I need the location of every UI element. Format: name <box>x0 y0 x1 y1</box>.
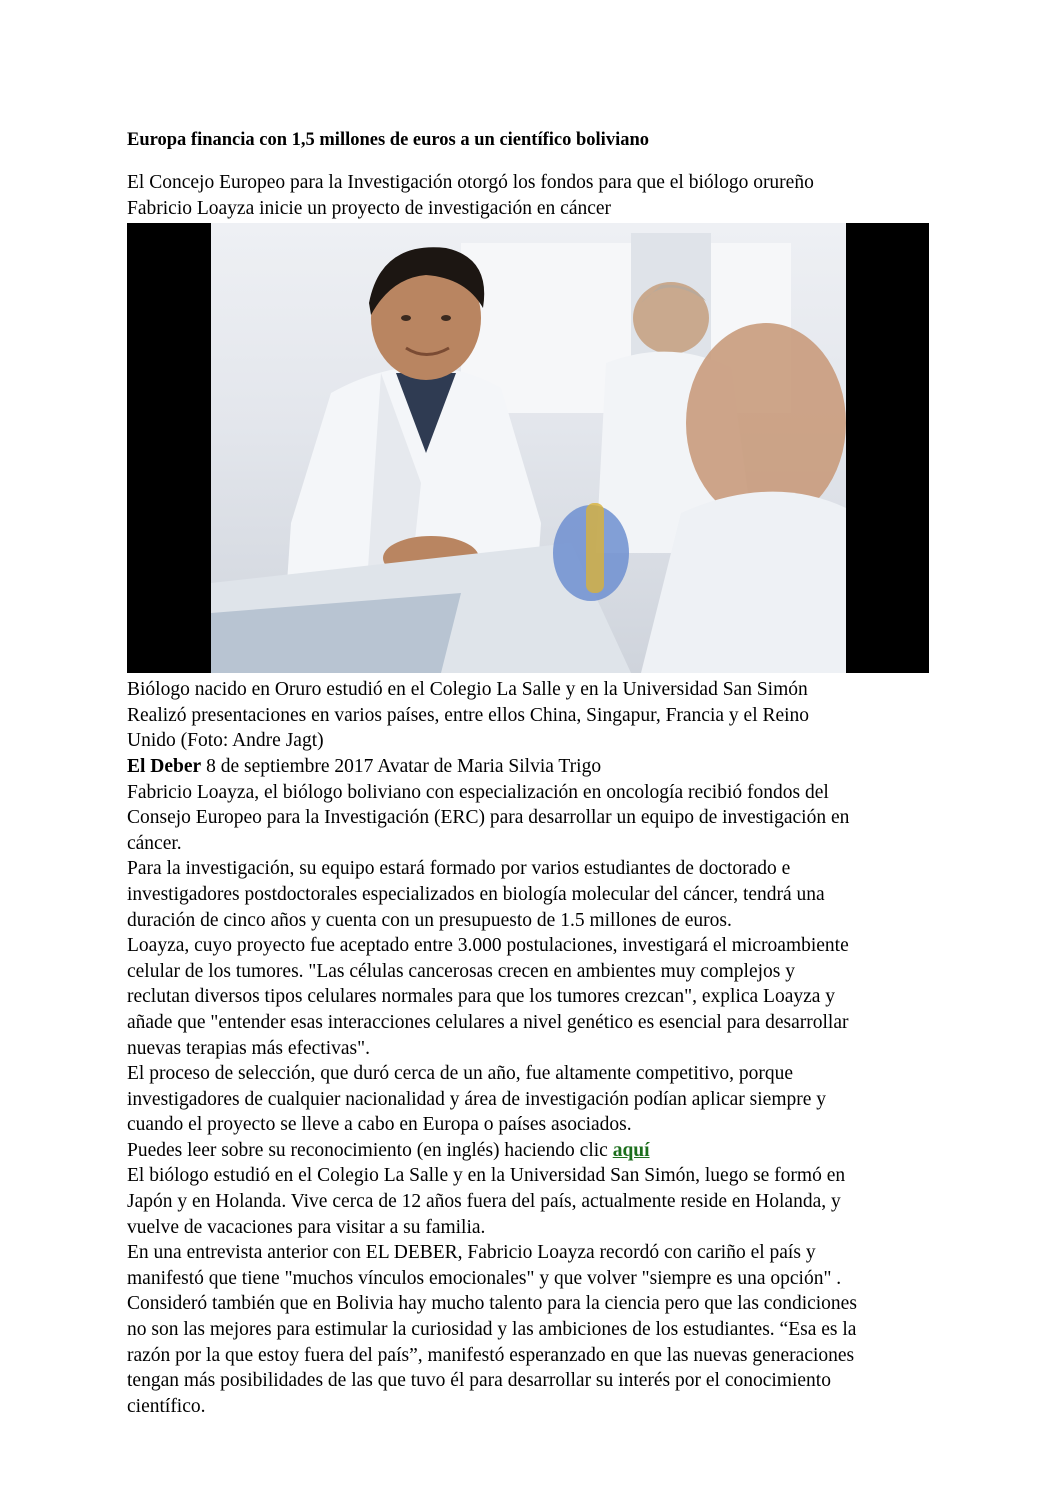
article-photo <box>127 223 929 673</box>
body-line: razón por la que estoy fuera del país”, manifestó esperanzado en que las nuevas generaciones <box>127 1344 855 1366</box>
body-paragraph <box>127 780 927 857</box>
body-line: Japón y en Holanda. Vive cerca de 12 años fuera del país, actualmente reside en Holanda, y <box>127 1191 841 1213</box>
byline-source: El Deber <box>127 755 202 777</box>
article-byline <box>127 754 927 780</box>
body-paragraph <box>127 1163 927 1240</box>
body-line: vuelve de vacaciones para visitar a su familia. <box>127 1216 486 1238</box>
body-line: cuando el proyecto se lleve a cabo en Europa o países asociados. <box>127 1114 632 1136</box>
body-line: Loayza, cuyo proyecto fue aceptado entre 3.000 postulaciones, investigará el microambiente <box>127 935 849 957</box>
body-line: Consideró también que en Bolivia hay mucho talento para la ciencia pero que las condiciones <box>127 1293 857 1315</box>
subtitle-line: El Concejo Europeo para la Investigación otorgó los fondos para que el biólogo orureño <box>127 172 814 193</box>
body-line: investigadores postdoctorales especializados en biología molecular del cáncer, tendrá una <box>127 883 825 905</box>
body-line: reclutan diversos tipos celulares normales para que los tumores crezcan", explica Loayza y <box>127 986 836 1008</box>
body-line: El biólogo estudió en el Colegio La Salle y en la Universidad San Simón, luego se formó en <box>127 1165 846 1187</box>
caption-line: Unido (Foto: Andre Jagt) <box>127 730 324 752</box>
scientists-photo-illustration <box>211 223 846 673</box>
body-line: añade que "entender esas interacciones celulares a nivel genético es esencial para desarrollar <box>127 1011 849 1033</box>
body-line: En una entrevista anterior con EL DEBER, Fabricio Loayza recordó con cariño el país y <box>127 1242 816 1264</box>
body-line: celular de los tumores. "Las células cancerosas crecen en ambientes muy complejos y <box>127 960 795 982</box>
body-line: nuevas terapias más efectivas". <box>127 1037 370 1059</box>
body-line: Consejo Europeo para la Investigación (ERC) para desarrollar un equipo de investigación en <box>127 807 850 829</box>
byline-details: 8 de septiembre 2017 Avatar de Maria Silvia Trigo <box>201 755 602 777</box>
body-paragraph <box>127 856 927 933</box>
article <box>127 128 927 1419</box>
body-line: manifestó que tiene "muchos vínculos emocionales" y que volver "siempre es una opción" . <box>127 1267 842 1289</box>
article-body-continued <box>127 1163 927 1419</box>
body-paragraph <box>127 1061 927 1138</box>
article-subtitle <box>127 170 927 221</box>
photo-scene <box>211 223 846 673</box>
article-body <box>127 780 927 1138</box>
body-line: tengan más posibilidades de las que tuvo él para desarrollar su interés por el conocimiento <box>127 1370 831 1392</box>
article-headline: Europa financia con 1,5 millones de euros a un científico boliviano <box>127 130 649 150</box>
body-line: duración de cinco años y cuenta con un presupuesto de 1.5 millones de euros. <box>127 909 732 931</box>
body-line: no son las mejores para estimular la curiosidad y las ambiciones de los estudiantes. “Esa es la <box>127 1319 857 1341</box>
read-more-link[interactable]: aquí <box>612 1139 650 1161</box>
body-line: científico. <box>127 1395 206 1417</box>
body-paragraph <box>127 933 927 1061</box>
body-paragraph <box>127 1240 927 1419</box>
subtitle-line: Fabricio Loayza inicie un proyecto de investigación en cáncer <box>127 197 612 219</box>
body-line: Para la investigación, su equipo estará formado por varios estudiantes de doctorado e <box>127 858 791 880</box>
body-line: cáncer. <box>127 832 182 854</box>
link-paragraph <box>127 1138 927 1164</box>
photo-caption <box>127 677 927 754</box>
body-line: investigadores de cualquier nacionalidad y área de investigación podían aplicar siempre y <box>127 1088 827 1110</box>
caption-line: Biólogo nacido en Oruro estudió en el Colegio La Salle y en la Universidad San Simón <box>127 679 808 701</box>
body-line: Fabricio Loayza, el biólogo boliviano con especialización en oncología recibió fondos del <box>127 781 829 803</box>
caption-line: Realizó presentaciones en varios países, entre ellos China, Singapur, Francia y el Reino <box>127 704 810 726</box>
link-prefix: Puedes leer sobre su reconocimiento (en inglés) haciendo clic <box>127 1139 613 1161</box>
body-line: El proceso de selección, que duró cerca de un año, fue altamente competitivo, porque <box>127 1063 793 1085</box>
